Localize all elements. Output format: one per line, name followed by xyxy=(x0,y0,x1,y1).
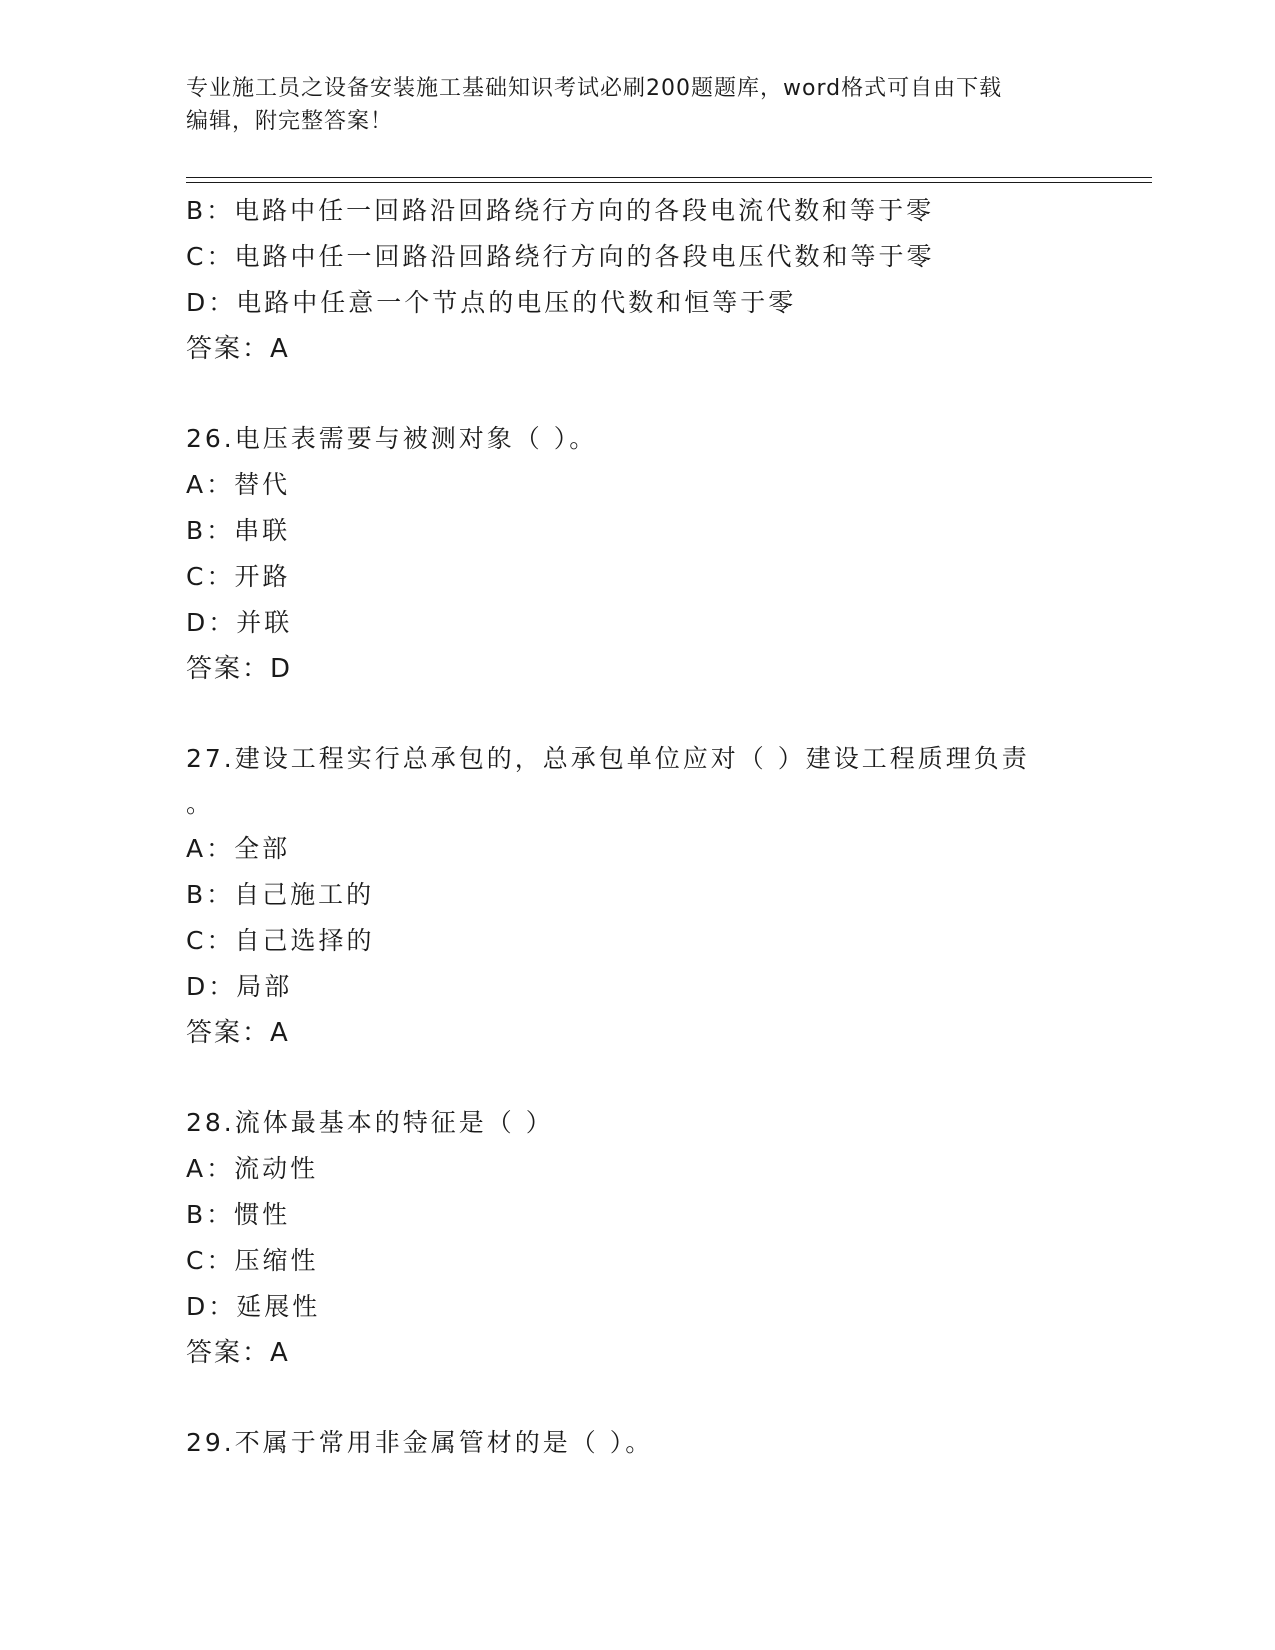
option-d: D：延展性 xyxy=(186,1292,321,1321)
option-a: A：流动性 xyxy=(186,1154,319,1183)
question-stem: 29.不属于常用非金属管材的是（ ）。 xyxy=(186,1428,654,1457)
answer: 答案：A xyxy=(186,1338,290,1368)
header-divider-bottom xyxy=(186,182,1152,183)
document-header xyxy=(186,72,1086,138)
answer: 答案：A xyxy=(186,334,290,364)
question-stem: 28.流体最基本的特征是（ ） xyxy=(186,1108,554,1137)
option-c: C：自己选择的 xyxy=(186,926,375,955)
option-c: C：电路中任一回路沿回路绕行方向的各段电压代数和等于零 xyxy=(186,242,935,271)
option-b: B：自己施工的 xyxy=(186,880,375,909)
question-stem: 26.电压表需要与被测对象（ ）。 xyxy=(186,424,598,453)
option-c: C：开路 xyxy=(186,562,291,591)
question-28 xyxy=(186,1100,1086,1376)
question-stem-tail: 。 xyxy=(186,789,215,818)
question-list xyxy=(186,188,1086,1466)
question-25 xyxy=(186,188,1086,372)
option-a: A：替代 xyxy=(186,470,291,499)
question-27 xyxy=(186,736,1086,1056)
option-c: C：压缩性 xyxy=(186,1246,319,1275)
option-b: B：惯性 xyxy=(186,1200,291,1229)
option-a: A：全部 xyxy=(186,834,291,863)
header-title-line-1: 专业施工员之设备安装施工基础知识考试必刷200题题库，word格式可自由下载 xyxy=(186,76,1003,101)
option-b: B：电路中任一回路沿回路绕行方向的各段电流代数和等于零 xyxy=(186,196,935,225)
option-b: B：串联 xyxy=(186,516,291,545)
answer: 答案：A xyxy=(186,1018,290,1048)
question-stem: 27.建设工程实行总承包的，总承包单位应对（ ）建设工程质理负责 xyxy=(186,744,1030,773)
option-d: D：局部 xyxy=(186,972,293,1001)
question-26 xyxy=(186,416,1086,692)
header-title-line-2: 编辑，附完整答案！ xyxy=(186,109,394,134)
question-29 xyxy=(186,1420,1086,1466)
header-divider-top xyxy=(186,177,1152,178)
option-d: D：电路中任意一个节点的电压的代数和恒等于零 xyxy=(186,288,797,317)
option-d: D：并联 xyxy=(186,608,293,637)
answer: 答案：D xyxy=(186,654,293,684)
